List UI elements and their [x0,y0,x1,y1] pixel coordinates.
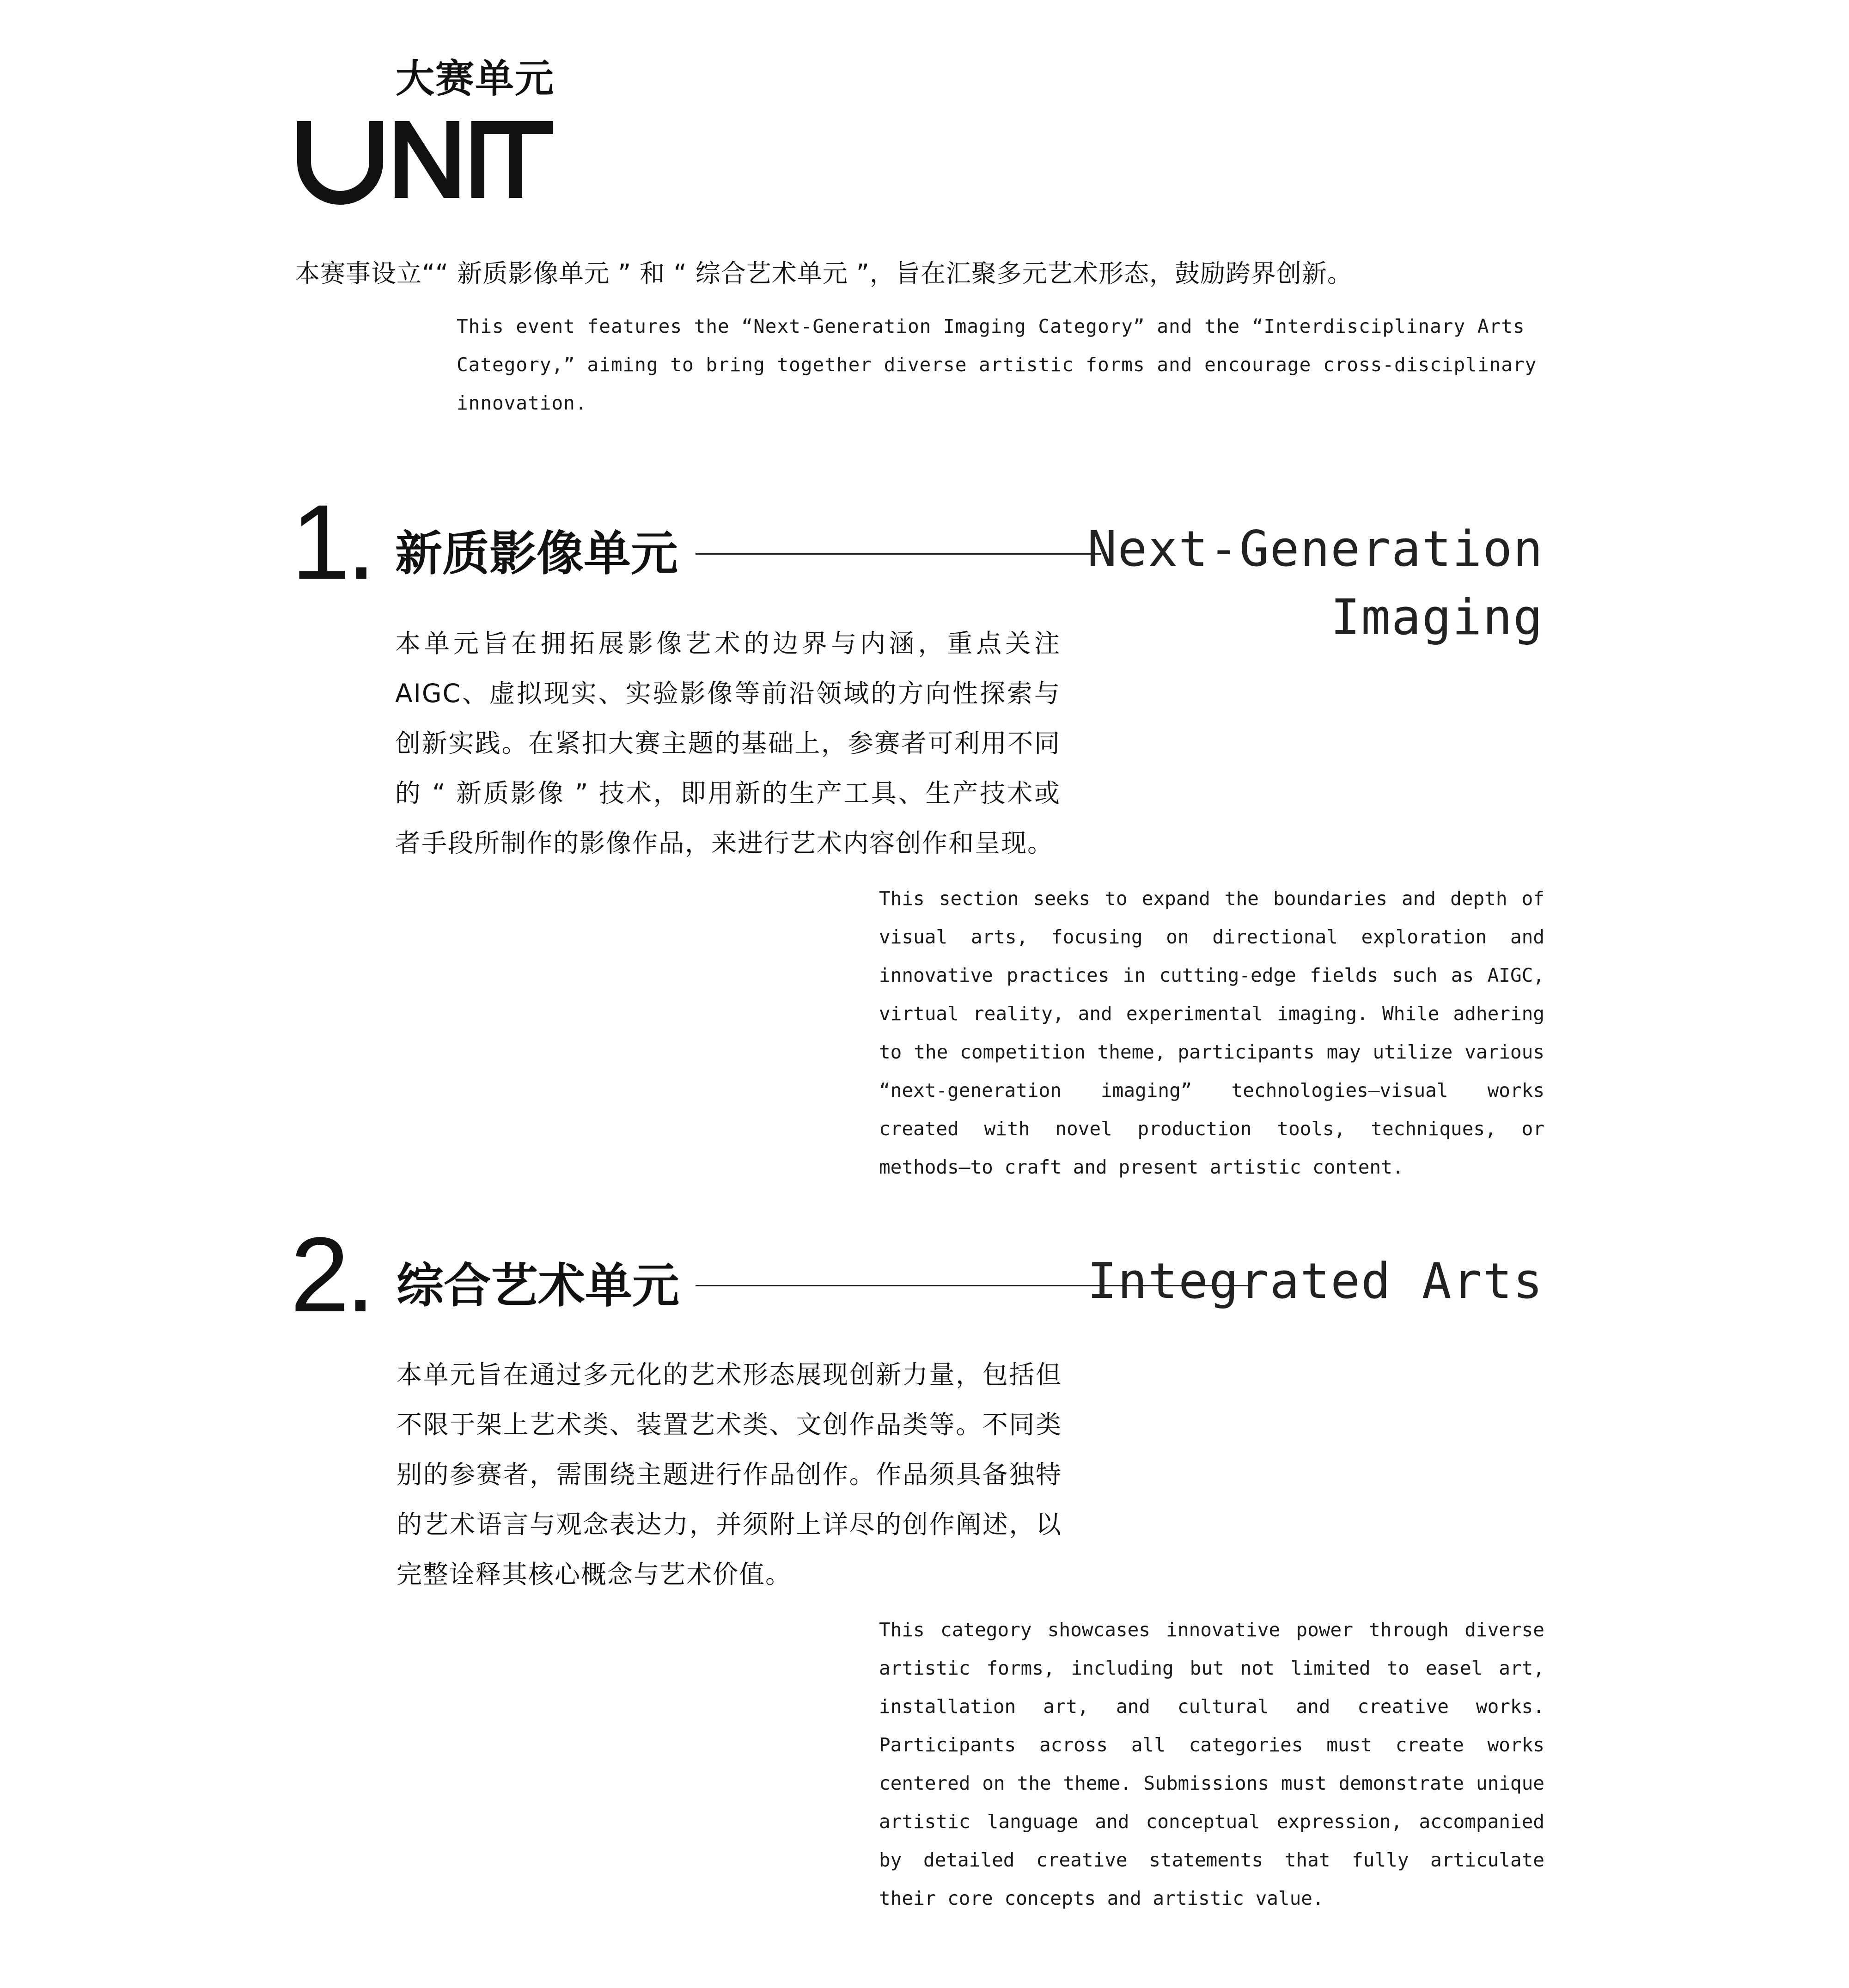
intro-text-en: This event features the “Next-Generation Imaging Category” and the “Interdisciplinary Arts Category,” aiming to bring together diverse artistic forms and encourage cross-disciplinary innovation. [457,315,1537,414]
section-2-number: 2. [290,1215,372,1334]
section-1-title-cn: 新质影像单元 [395,526,678,581]
section-1-body-en: This section seeks to expand the boundaries and depth of visual arts, focusing on directional exploration and innovative practices in cutting-edge fields such as AIGC, virtual reality, and experimental imaging. While adhering to the competition theme, participants may utilize various “next-generation imaging” technologies—visual works created with novel production tools, techniques, or methods—to craft and present artistic content. [879,887,1544,1178]
section-1-number: 1. [291,483,372,601]
header-subtitle-cn: 大赛单元 [396,56,555,101]
section-2-body-cn: 本单元旨在通过多元化的艺术形态展现创新力量，包括但不限于架上艺术类、装置艺术类、文创作品类等。不同类别的参赛者，需围绕主题进行作品创作。作品须具备独特的艺术语言与观念表达力，并须附上详尽的创作阐述，以完整诠释其核心概念与艺术价值。 [397,1360,1062,1589]
section-2-title-cn: 综合艺术单元 [397,1259,679,1314]
section-2-body-en: This category showcases innovative power through diverse artistic forms, including but not limited to easel art, installation art, and cultural and creative works. Participants across all categories must create works centered on the theme. Submissions must demonstrate unique artistic language and conceptual expression, accompanied by detailed creative statements that fully articulate their core concepts and artistic value. [879,1619,1544,1909]
unit-wordmark-text: UNIT [294,97,295,98]
unit-wordmark [294,97,553,208]
section-1-body-cn: 本单元旨在拥拓展影像艺术的边界与内涵，重点关注AIGC、虚拟现实、实验影像等前沿领域的方向性探索与创新实践。在紧扣大赛主题的基础上，参赛者可利用不同的 “ 新质影像 ” 技术，即用新的生产工具、生产技术或者手段所制作的影像作品，来进行艺术内容创作和呈现。 [395,629,1061,858]
intro-text-cn: 本赛事设立““ 新质影像单元 ” 和 “ 综合艺术单元 ”，旨在汇聚多元艺术形态，鼓励跨界创新。 [295,259,1353,288]
section-1-title-en: Next-Generation Imaging [1087,520,1544,646]
section-2-title-en: Integrated Arts [1087,1253,1544,1309]
